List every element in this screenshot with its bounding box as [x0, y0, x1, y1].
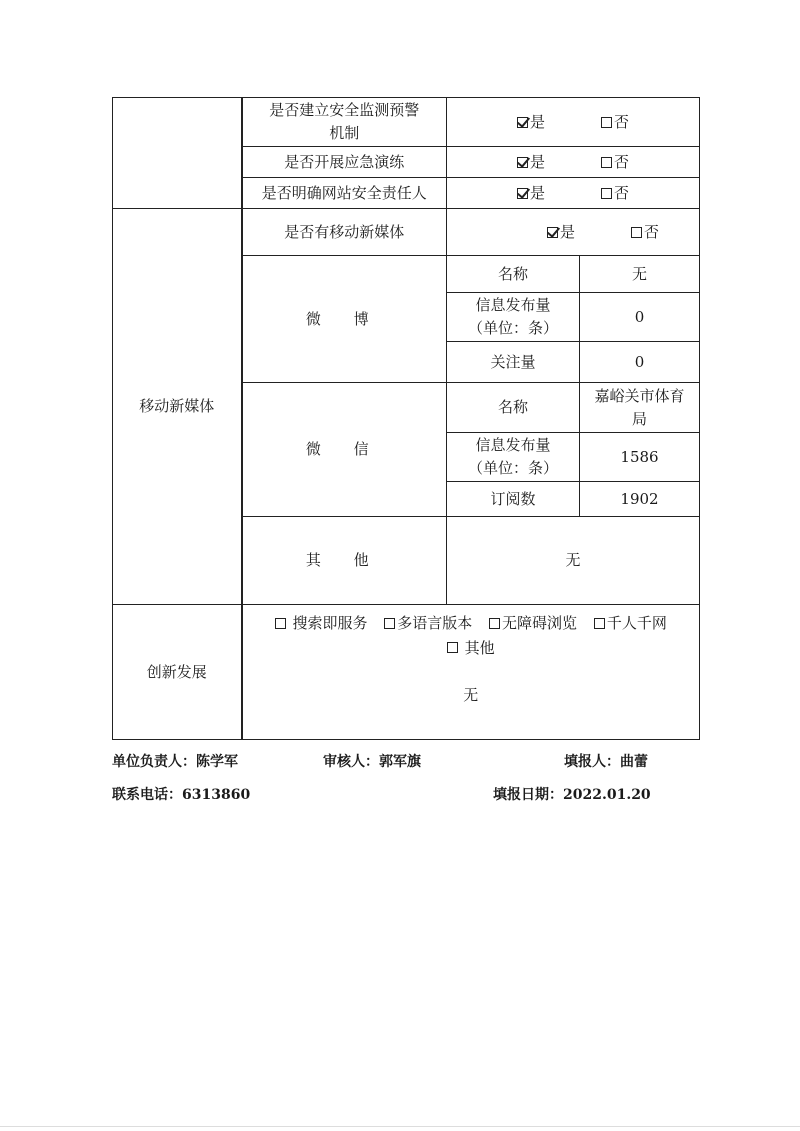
weibo-name-label: 名称	[447, 256, 580, 293]
checkbox-empty-icon	[594, 618, 605, 629]
security-row-monitoring	[113, 98, 700, 147]
wechat-sub-value: 1902	[580, 482, 700, 517]
option-label: 千人千网	[606, 614, 667, 632]
wechat-count-label	[447, 433, 580, 482]
option-personalized[interactable]	[594, 611, 667, 635]
checkbox-empty-icon	[601, 117, 612, 128]
innovation-content	[242, 605, 700, 740]
drill-no-checkbox[interactable]	[601, 151, 629, 174]
has-media-choice	[447, 209, 700, 256]
row-label-responsible: 是否明确网站安全责任人	[242, 178, 447, 209]
no-label: 否	[614, 112, 630, 131]
has-media-yes-checkbox[interactable]	[547, 221, 575, 244]
wechat-count-value: 1586	[580, 433, 700, 482]
other-label: 其 他	[242, 517, 447, 605]
checkbox-empty-icon	[447, 642, 458, 653]
wechat-count-label-line1: 信息发布量	[475, 436, 551, 454]
weibo-name-value: 无	[580, 256, 700, 293]
footer-filler: 填报人：曲蕾	[564, 754, 648, 770]
yes-label: 是	[529, 112, 545, 131]
option-label: 搜索即服务	[292, 614, 368, 632]
responsible-yes-checkbox[interactable]	[517, 182, 545, 205]
row-label-monitoring	[242, 98, 447, 147]
option-multilingual[interactable]	[384, 611, 472, 635]
monitoring-yes-checkbox[interactable]	[517, 111, 545, 134]
checkbox-empty-icon	[489, 618, 500, 629]
yes-label: 是	[559, 222, 575, 241]
monitoring-choice	[447, 98, 700, 147]
footer-leader: 单位负责人：陈学军	[112, 754, 238, 770]
row-label-drill: 是否开展应急演练	[242, 147, 447, 178]
option-other[interactable]	[447, 636, 495, 660]
wechat-name-value	[580, 383, 700, 433]
footer-phone: 联系电话：6313860	[112, 787, 251, 803]
weibo-count-label	[447, 293, 580, 342]
weibo-count-label-line1: 信息发布量	[475, 296, 551, 314]
checkbox-checked-icon	[517, 117, 528, 128]
drill-choice	[447, 147, 700, 178]
page-bottom-divider	[0, 1126, 800, 1127]
has-media-label: 是否有移动新媒体	[242, 209, 447, 256]
yes-label: 是	[529, 152, 545, 171]
has-media-no-checkbox[interactable]	[631, 221, 659, 244]
no-label: 否	[614, 152, 630, 171]
no-label: 否	[614, 183, 630, 202]
innovation-row	[113, 605, 700, 740]
yes-label: 是	[529, 183, 545, 202]
weibo-count-value: 0	[580, 293, 700, 342]
report-table	[112, 97, 700, 740]
weibo-label: 微 博	[242, 256, 447, 383]
innovation-options	[247, 605, 696, 660]
other-value: 无	[447, 517, 700, 605]
weibo-follow-label: 关注量	[447, 342, 580, 383]
option-label: 多语言版本	[397, 614, 473, 632]
wechat-name-value-line2: 局	[631, 409, 647, 428]
wechat-label: 微 信	[242, 383, 447, 517]
wechat-sub-label: 订阅数	[447, 482, 580, 517]
checkbox-empty-icon	[631, 227, 642, 238]
checkbox-empty-icon	[275, 618, 286, 629]
wechat-name-label: 名称	[447, 383, 580, 433]
security-section-cell	[113, 98, 242, 209]
checkbox-empty-icon	[384, 618, 395, 629]
weibo-follow-value: 0	[580, 342, 700, 383]
monitoring-no-checkbox[interactable]	[601, 111, 629, 134]
drill-yes-checkbox[interactable]	[517, 151, 545, 174]
footer-reviewer: 审核人：郭军旗	[323, 754, 421, 770]
option-label: 无障碍浏览	[502, 614, 578, 632]
checkbox-empty-icon	[601, 188, 612, 199]
media-section-label: 移动新媒体	[113, 209, 242, 605]
checkbox-checked-icon	[547, 227, 558, 238]
checkbox-empty-icon	[601, 157, 612, 168]
row-label-monitoring-line2: 机制	[329, 124, 360, 142]
innovation-section-label: 创新发展	[113, 605, 242, 740]
responsible-no-checkbox[interactable]	[601, 182, 629, 205]
responsible-choice	[447, 178, 700, 209]
no-label: 否	[644, 222, 660, 241]
weibo-count-label-line2: （单位：条）	[467, 319, 558, 337]
checkbox-checked-icon	[517, 188, 528, 199]
wechat-name-value-line1: 嘉峪关市体育	[594, 386, 685, 405]
checkbox-checked-icon	[517, 157, 528, 168]
row-label-monitoring-line1: 是否建立安全监测预警	[269, 101, 420, 119]
wechat-count-label-line2: （单位：条）	[467, 459, 558, 477]
option-label: 其他	[464, 638, 495, 657]
innovation-value: 无	[463, 686, 479, 704]
media-has-row	[113, 209, 700, 256]
footer-date: 填报日期：2022.01.20	[493, 787, 651, 803]
option-search-service[interactable]	[275, 611, 368, 635]
option-accessibility[interactable]	[489, 611, 577, 635]
